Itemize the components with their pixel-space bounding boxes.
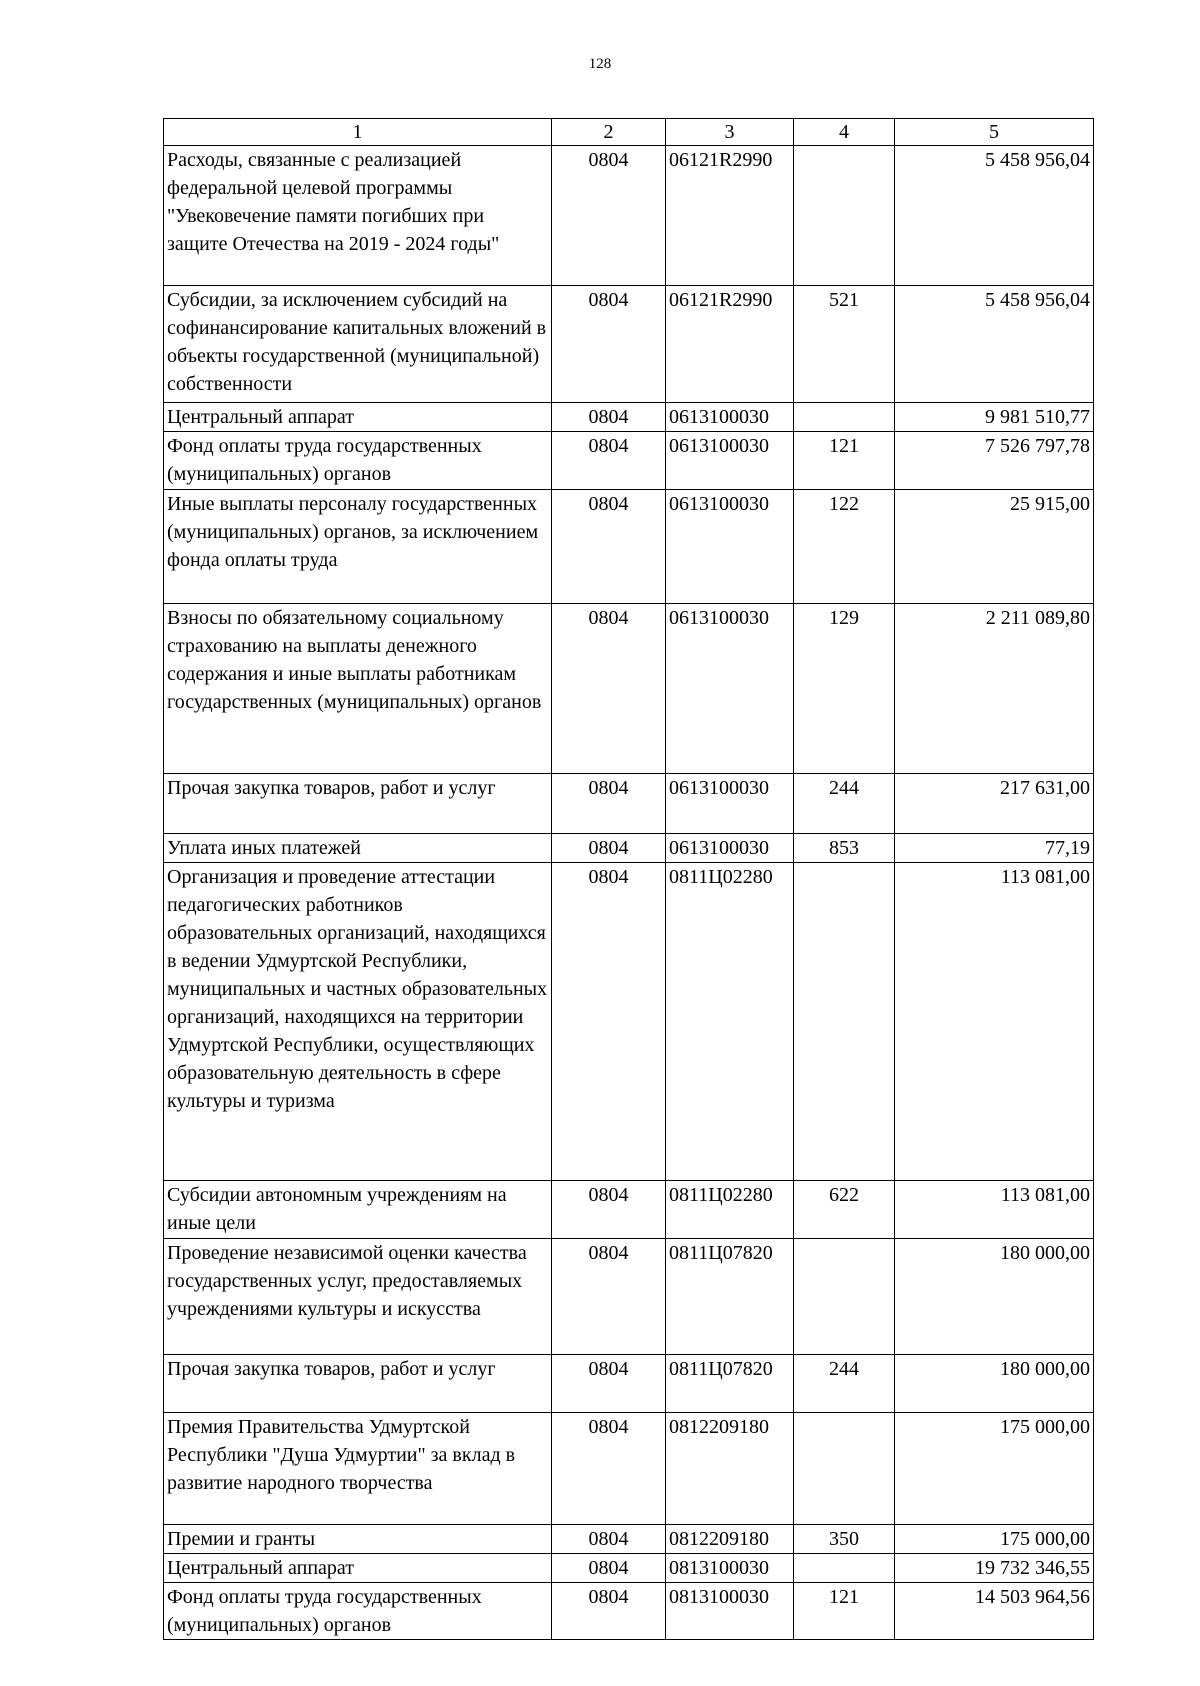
row-expense-type — [794, 403, 895, 432]
row-expense-type: 244 — [794, 774, 895, 834]
row-expense-type: 121 — [794, 1583, 895, 1640]
row-section: 0804 — [552, 863, 666, 1181]
table-row — [164, 1239, 1094, 1355]
row-amount: 180 000,00 — [895, 1239, 1094, 1355]
row-expense-type: 121 — [794, 432, 895, 490]
row-section: 0804 — [552, 432, 666, 490]
row-section: 0804 — [552, 146, 666, 286]
page-number: 128 — [588, 56, 612, 72]
row-name: Иные выплаты персоналу государственных (муниципальных) органов, за исключением фонда оплаты труда — [164, 490, 552, 604]
row-expense-type — [794, 863, 895, 1181]
row-expense-type: 244 — [794, 1355, 895, 1413]
table-row — [164, 432, 1094, 490]
row-name: Субсидии автономным учреждениям на иные цели — [164, 1181, 552, 1239]
row-code: 0811Ц07820 — [666, 1239, 794, 1355]
row-expense-type — [794, 1413, 895, 1525]
row-code: 06121R2990 — [666, 286, 794, 403]
row-name: Проведение независимой оценки качества государственных услуг, предоставляемых учреждениями культуры и искусства — [164, 1239, 552, 1355]
row-amount: 77,19 — [895, 834, 1094, 863]
row-section: 0804 — [552, 1554, 666, 1583]
table-row — [164, 1525, 1094, 1554]
row-name: Субсидии, за исключением субсидий на софинансирование капитальных вложений в объекты государственной (муниципальной) собственности — [164, 286, 552, 403]
table-row — [164, 1413, 1094, 1525]
row-section: 0804 — [552, 1239, 666, 1355]
row-name: Центральный аппарат — [164, 403, 552, 432]
row-amount: 175 000,00 — [895, 1525, 1094, 1554]
row-code: 06121R2990 — [666, 146, 794, 286]
table-row — [164, 604, 1094, 774]
row-section: 0804 — [552, 834, 666, 863]
row-expense-type: 122 — [794, 490, 895, 604]
row-expense-type — [794, 146, 895, 286]
table-row — [164, 490, 1094, 604]
row-amount: 217 631,00 — [895, 774, 1094, 834]
row-name: Премия Правительства Удмуртской Республики "Душа Удмуртии" за вклад в развитие народного творчества — [164, 1413, 552, 1525]
row-expense-type: 350 — [794, 1525, 895, 1554]
row-expense-type: 853 — [794, 834, 895, 863]
row-section: 0804 — [552, 1525, 666, 1554]
row-code: 0613100030 — [666, 432, 794, 490]
row-code: 0613100030 — [666, 490, 794, 604]
header-col-4: 4 — [794, 119, 895, 146]
row-section: 0804 — [552, 604, 666, 774]
row-amount: 5 458 956,04 — [895, 146, 1094, 286]
row-amount: 5 458 956,04 — [895, 286, 1094, 403]
table-row — [164, 286, 1094, 403]
row-name: Организация и проведение аттестации педагогических работников образовательных организаций, находящихся в ведении Удмуртской Республики, муниципальных и частных образовательных организаций, находящихся на территории Удмуртской Республики, осуществляющих образовательную деятельность в сфере культуры и туризма — [164, 863, 552, 1181]
row-amount: 25 915,00 — [895, 490, 1094, 604]
row-expense-type — [794, 1554, 895, 1583]
row-expense-type — [794, 1239, 895, 1355]
budget-table — [163, 118, 1094, 1640]
row-name: Уплата иных платежей — [164, 834, 552, 863]
row-section: 0804 — [552, 286, 666, 403]
row-amount: 14 503 964,56 — [895, 1583, 1094, 1640]
header-col-2: 2 — [552, 119, 666, 146]
row-code: 0613100030 — [666, 834, 794, 863]
row-code: 0813100030 — [666, 1554, 794, 1583]
header-row — [164, 119, 1094, 146]
row-amount: 9 981 510,77 — [895, 403, 1094, 432]
row-code: 0811Ц02280 — [666, 863, 794, 1181]
row-amount: 19 732 346,55 — [895, 1554, 1094, 1583]
row-amount: 113 081,00 — [895, 863, 1094, 1181]
row-amount: 175 000,00 — [895, 1413, 1094, 1525]
row-section: 0804 — [552, 490, 666, 604]
row-section: 0804 — [552, 1583, 666, 1640]
row-name: Премии и гранты — [164, 1525, 552, 1554]
row-name: Взносы по обязательному социальному страхованию на выплаты денежного содержания и иные выплаты работникам государственных (муниципальных) органов — [164, 604, 552, 774]
header-col-1: 1 — [164, 119, 552, 146]
row-code: 0811Ц02280 — [666, 1181, 794, 1239]
row-amount: 7 526 797,78 — [895, 432, 1094, 490]
table-row — [164, 863, 1094, 1181]
row-name: Расходы, связанные с реализацией федеральной целевой программы "Увековечение памяти погибших при защите Отечества на 2019 - 2024 годы" — [164, 146, 552, 286]
table-row — [164, 834, 1094, 863]
table-row — [164, 1181, 1094, 1239]
row-name: Фонд оплаты труда государственных (муниципальных) органов — [164, 432, 552, 490]
row-expense-type: 521 — [794, 286, 895, 403]
row-expense-type: 622 — [794, 1181, 895, 1239]
row-code: 0613100030 — [666, 403, 794, 432]
row-amount: 113 081,00 — [895, 1181, 1094, 1239]
table-row — [164, 146, 1094, 286]
row-expense-type: 129 — [794, 604, 895, 774]
header-col-5: 5 — [895, 119, 1094, 146]
row-name: Фонд оплаты труда государственных (муниципальных) органов — [164, 1583, 552, 1640]
header-col-3: 3 — [666, 119, 794, 146]
table-row — [164, 774, 1094, 834]
table-row — [164, 1355, 1094, 1413]
row-code: 0812209180 — [666, 1413, 794, 1525]
row-code: 0613100030 — [666, 604, 794, 774]
row-amount: 180 000,00 — [895, 1355, 1094, 1413]
row-code: 0813100030 — [666, 1583, 794, 1640]
row-name: Прочая закупка товаров, работ и услуг — [164, 1355, 552, 1413]
row-section: 0804 — [552, 403, 666, 432]
row-name: Центральный аппарат — [164, 1554, 552, 1583]
table-row — [164, 1583, 1094, 1640]
table-row — [164, 1554, 1094, 1583]
row-section: 0804 — [552, 1355, 666, 1413]
row-section: 0804 — [552, 1181, 666, 1239]
row-code: 0613100030 — [666, 774, 794, 834]
row-code: 0811Ц07820 — [666, 1355, 794, 1413]
row-name: Прочая закупка товаров, работ и услуг — [164, 774, 552, 834]
row-section: 0804 — [552, 774, 666, 834]
row-section: 0804 — [552, 1413, 666, 1525]
table-row — [164, 403, 1094, 432]
row-amount: 2 211 089,80 — [895, 604, 1094, 774]
row-code: 0812209180 — [666, 1525, 794, 1554]
